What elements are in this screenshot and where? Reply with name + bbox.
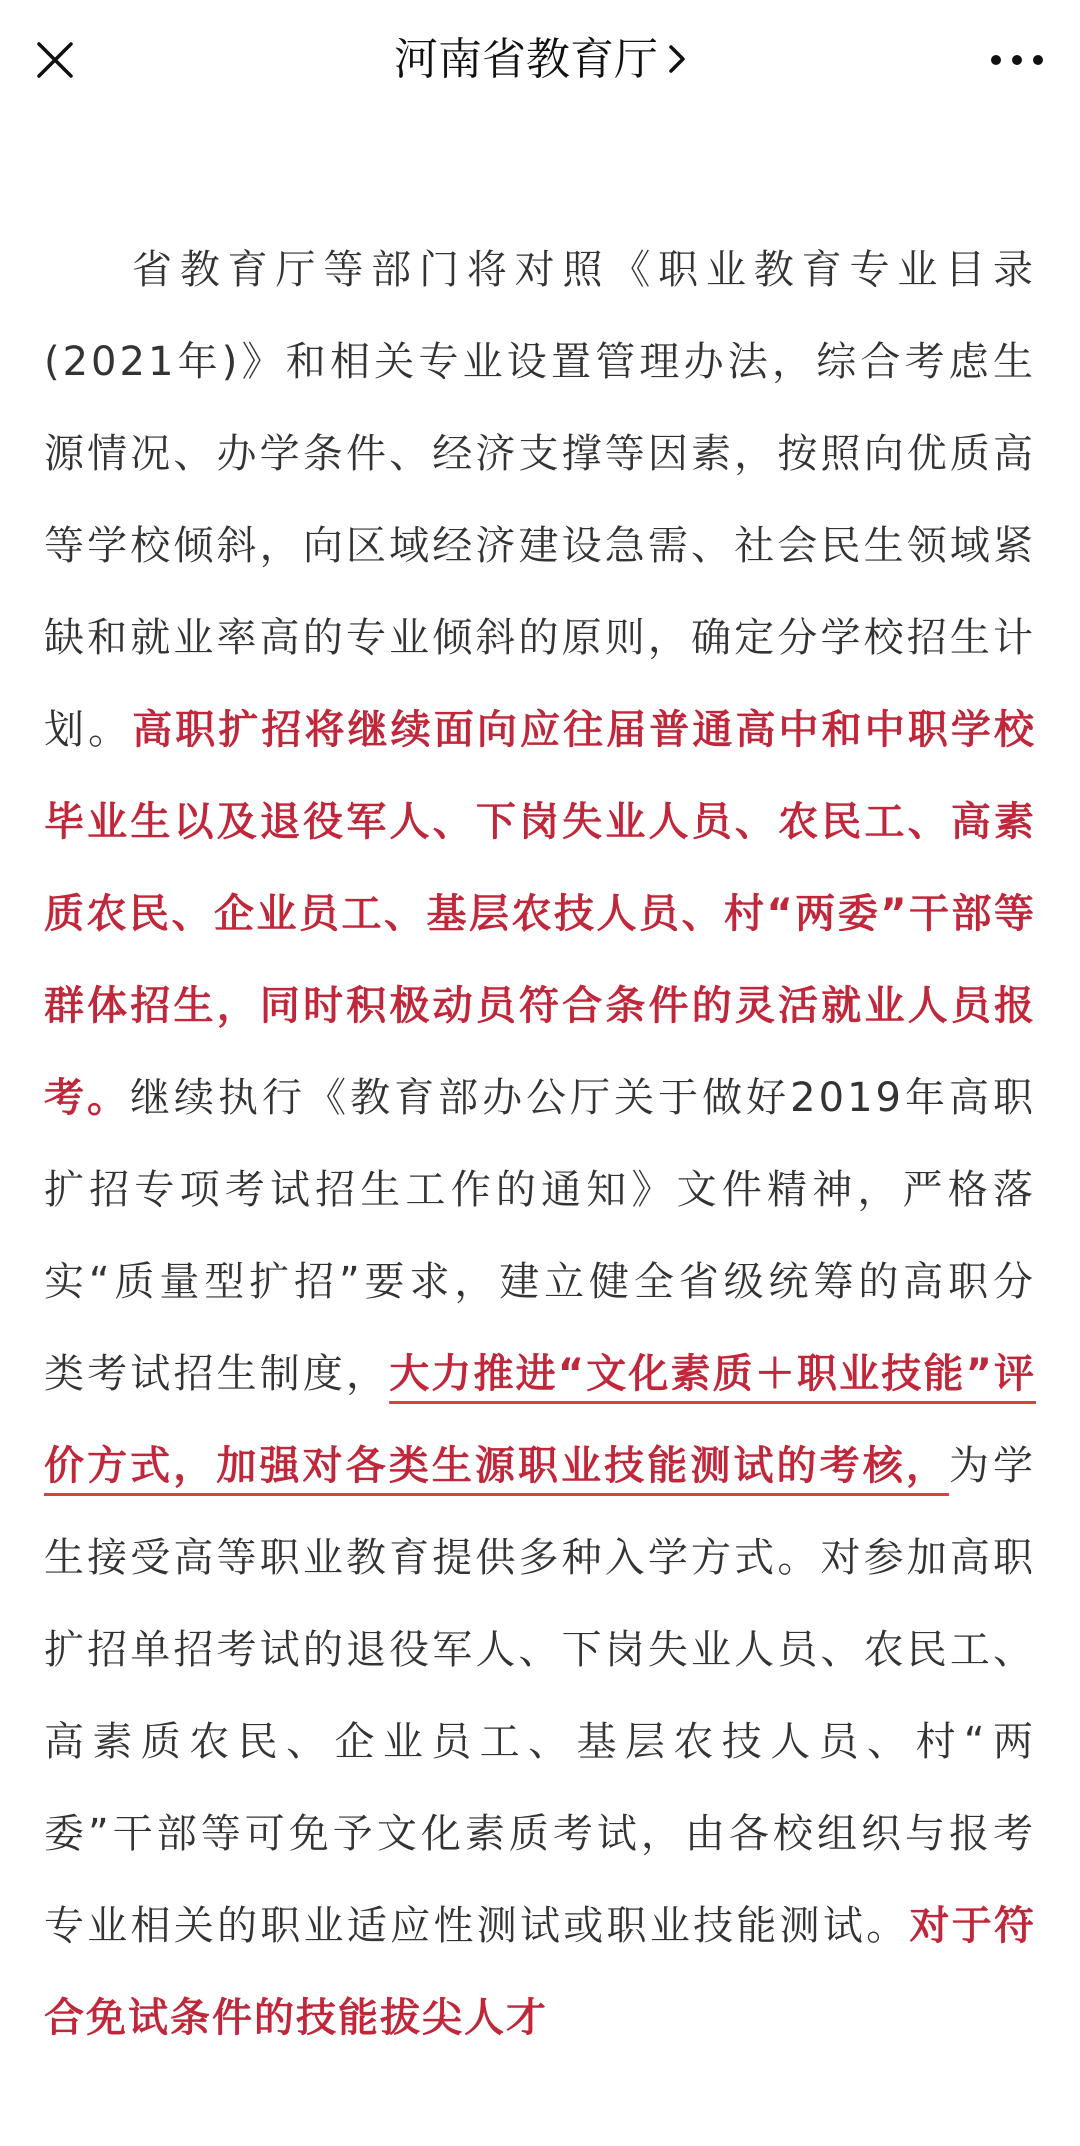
article-paragraph	[44, 224, 1036, 2064]
top-navigation-bar	[0, 0, 1080, 130]
chevron-right-icon	[668, 44, 686, 74]
article-text-segment: 为学生接受高等职业教育提供多种入学方式。对参加高职扩招单招考试的退役军人、下岗失业人员、农民工、高素质农民、企业员工、基层农技人员、村“两委”干部等可免予文化素质考试，由各校组织与报考专业相关的职业适应性测试或职业技能测试。	[44, 1443, 1037, 1949]
article-text-segment: 继续执行《教育部办公厅关于做好2019年高职扩招专项考试招生工作的通知》文件精神，严格落实“质量型扩招”要求，建立健全省级统筹的高职分类考试招生制度，	[44, 1075, 1037, 1397]
page-title: 河南省教育厅	[394, 34, 658, 85]
article-text-segment: 省教育厅等部门将对照《职业教育专业目录(2021年)》和相关专业设置管理办法，综合考虑生源情况、办学条件、经济支撑等因素，按照向优质高等学校倾斜，向区域经济建设急需、社会民生领域紧缺和就业率高的专业倾斜的原则，确定分学校招生计划。	[44, 247, 1036, 753]
more-options-button[interactable]	[982, 35, 1052, 85]
more-dots-icon	[990, 54, 1044, 66]
account-title-link[interactable]	[0, 28, 1080, 92]
highlighted-text-segment: 对于符合免试条件的技能拔尖人才	[44, 1903, 1037, 2041]
highlighted-text-segment: 高职扩招将继续面向应往届普通高中和中职学校毕业生以及退役军人、下岗失业人员、农民工、高素质农民、企业员工、基层农技人员、村“两委”干部等群体招生，同时积极动员符合条件的灵活就业人员报考。	[44, 707, 1037, 1121]
underlined-highlight-segment: 大力推进“文化素质＋职业技能”评价方式，加强对各类生源职业技能测试的考核，	[44, 1351, 1037, 1489]
